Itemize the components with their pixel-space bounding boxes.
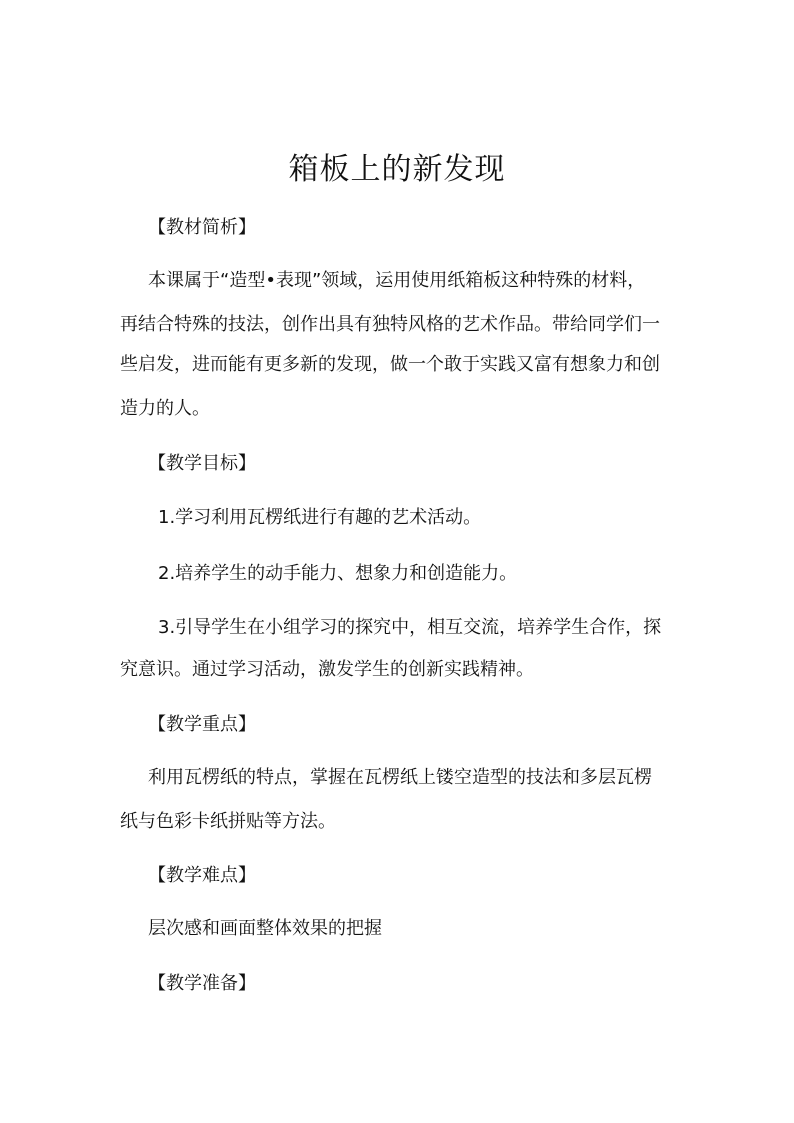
objective-item: 1.学习利用瓦楞纸进行有趣的艺术活动。 bbox=[158, 507, 482, 528]
document-title: 箱板上的新发现 bbox=[288, 152, 506, 187]
paragraph-line: 本课属于“造型•表现”领域，运用使用纸箱板这种特殊的材料， bbox=[148, 270, 646, 291]
paragraph-line: 层次感和画面整体效果的把握 bbox=[148, 918, 382, 939]
section-heading-teaching-objectives: 【教学目标】 bbox=[148, 453, 256, 474]
objective-item: 2.培养学生的动手能力、想象力和创造能力。 bbox=[158, 563, 518, 584]
section-heading-teaching-preparation: 【教学准备】 bbox=[148, 973, 256, 994]
paragraph-line: 造力的人。 bbox=[120, 398, 210, 419]
paragraph-line: 利用瓦楞纸的特点，掌握在瓦楞纸上镂空造型的技法和多层瓦楞 bbox=[148, 767, 652, 788]
objective-item-continuation: 究意识。通过学习活动，激发学生的创新实践精神。 bbox=[120, 659, 534, 680]
section-heading-teaching-difficulty: 【教学难点】 bbox=[148, 865, 256, 886]
paragraph-line: 纸与色彩卡纸拼贴等方法。 bbox=[120, 811, 336, 832]
paragraph-line: 些启发，进而能有更多新的发现，做一个敢于实践又富有想象力和创 bbox=[120, 354, 660, 375]
paragraph-line: 再结合特殊的技法，创作出具有独特风格的艺术作品。带给同学们一 bbox=[120, 314, 660, 335]
objective-item: 3.引导学生在小组学习的探究中，相互交流，培养学生合作，探 bbox=[158, 617, 662, 638]
section-heading-textbook-analysis: 【教材简析】 bbox=[148, 217, 256, 238]
section-heading-teaching-focus: 【教学重点】 bbox=[148, 714, 256, 735]
